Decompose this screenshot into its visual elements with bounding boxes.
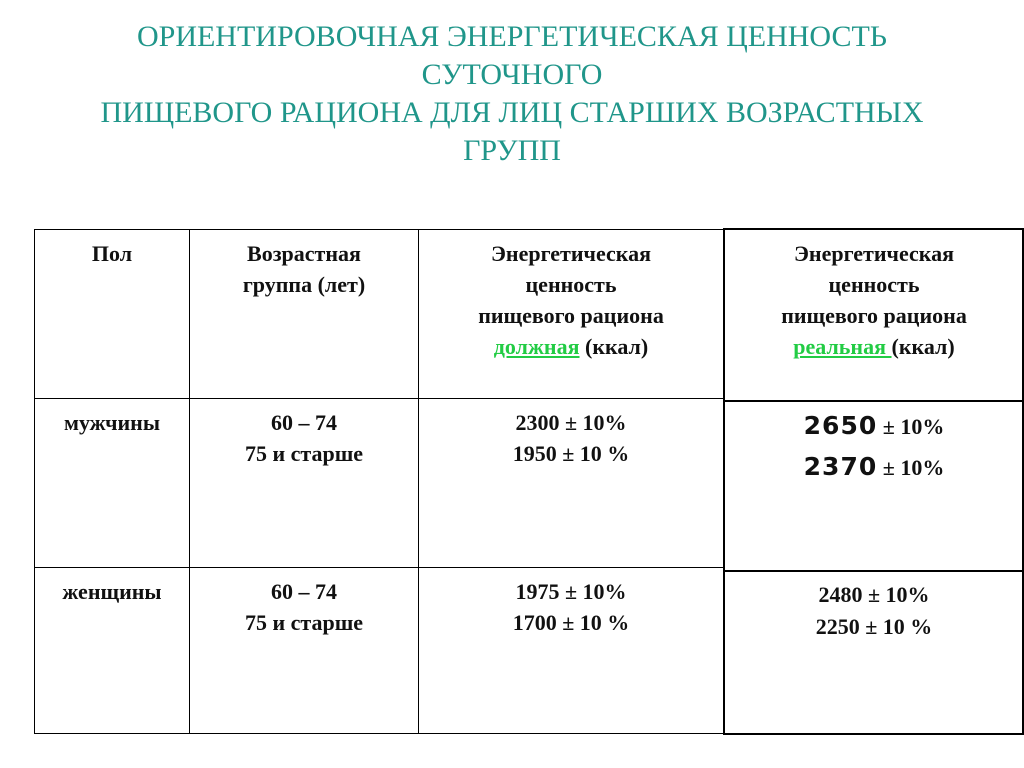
- women-due-1: 1975 ± 10%: [515, 579, 627, 604]
- women-age-1: 60 – 74: [271, 579, 337, 604]
- header-energy-real: [726, 238, 1022, 362]
- row-separator-right: [724, 570, 1024, 572]
- table-border-bottom-left: [34, 733, 724, 734]
- table-row-women-real: [726, 579, 1022, 643]
- men-real-1-tolerance: ± 10%: [877, 414, 945, 439]
- title-line-4: ГРУПП: [463, 134, 561, 167]
- header-due-line-3: пищевого рациона: [478, 303, 664, 328]
- men-real-2: [726, 447, 1022, 488]
- men-real-1: [726, 406, 1022, 447]
- table-row-men-real: [726, 406, 1022, 488]
- table-row-men-sex: [35, 407, 189, 438]
- due-link[interactable]: должная: [493, 334, 580, 359]
- table-border-top-left: [34, 229, 724, 230]
- header-real-line-3: пищевого рациона: [781, 303, 967, 328]
- header-due-line-4: [419, 331, 723, 362]
- men-age-2: 75 и старше: [244, 441, 364, 466]
- title-line-3: ПИЩЕВОГО РАЦИОНА ДЛЯ ЛИЦ СТАРШИХ ВОЗРАСТНЫХ: [100, 96, 924, 129]
- women-age-2: 75 и старше: [244, 610, 364, 635]
- men-real-2-value: 2370: [803, 452, 878, 481]
- header-real-line-4: [726, 331, 1022, 362]
- men-age-1: 60 – 74: [271, 410, 337, 435]
- table-row-men-age: [190, 407, 418, 469]
- table-row-women-due: [419, 576, 723, 638]
- table-border-left: [34, 229, 35, 734]
- header-energy-due: [419, 238, 723, 362]
- table-border-bottom-right: [724, 733, 1024, 735]
- men-due-1: 2300 ± 10%: [515, 410, 627, 435]
- table-row-women-age: [190, 576, 418, 638]
- real-link[interactable]: реальная: [793, 334, 892, 359]
- row-separator-left: [34, 567, 724, 568]
- men-label: мужчины: [63, 410, 161, 435]
- women-label: женщины: [62, 579, 162, 604]
- table-border-top-right: [724, 228, 1024, 230]
- men-real-2-tolerance: ± 10%: [877, 455, 945, 480]
- header-age-line-1: Возрастная: [247, 241, 361, 266]
- header-due-line-1: Энергетическая: [491, 241, 651, 266]
- header-age-line-2: группа (лет): [242, 272, 366, 297]
- women-real-2: 2250 ± 10 %: [815, 614, 933, 639]
- header-sex-label: Пол: [91, 241, 133, 266]
- women-due-2: 1700 ± 10 %: [512, 610, 630, 635]
- title-line-2: СУТОЧНОГО: [421, 58, 603, 91]
- header-real-line-2: ценность: [828, 272, 920, 297]
- header-separator-left: [34, 398, 724, 399]
- header-separator-right: [724, 400, 1024, 402]
- column-divider-1: [189, 229, 190, 734]
- men-real-1-value: 2650: [803, 411, 878, 440]
- title-line-1: ОРИЕНТИРОВОЧНАЯ ЭНЕРГЕТИЧЕСКАЯ ЦЕННОСТЬ: [136, 20, 888, 53]
- header-age-group: [190, 238, 418, 300]
- women-real-1: 2480 ± 10%: [818, 582, 930, 607]
- header-due-line-2: ценность: [525, 272, 617, 297]
- header-real-line-1: Энергетическая: [794, 241, 954, 266]
- men-due-2: 1950 ± 10 %: [512, 441, 630, 466]
- table-row-men-due: [419, 407, 723, 469]
- column-divider-3: [723, 228, 725, 735]
- header-sex: [35, 238, 189, 269]
- real-unit: (ккал): [891, 334, 955, 359]
- due-unit: (ккал): [579, 334, 649, 359]
- table-row-women-sex: [35, 576, 189, 607]
